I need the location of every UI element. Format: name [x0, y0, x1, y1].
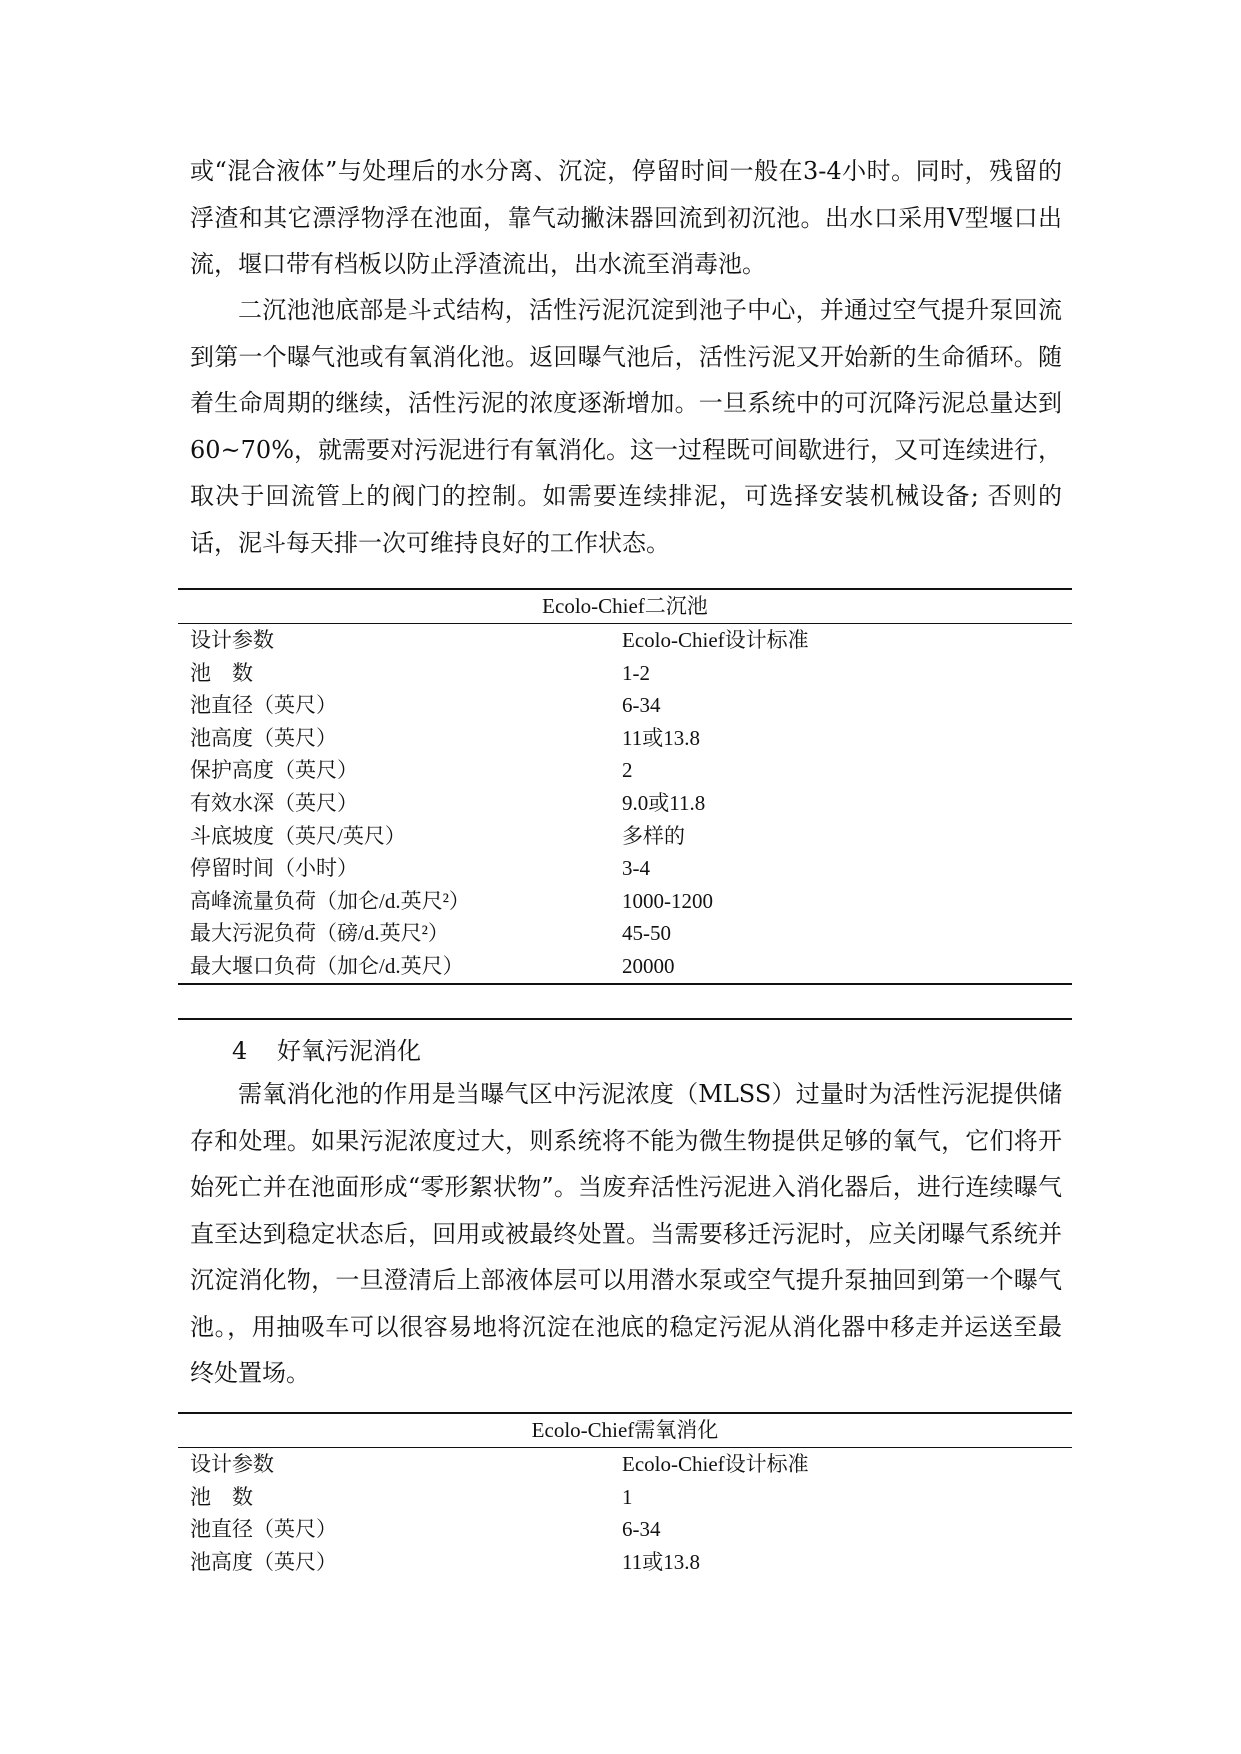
table-cell-value: 2	[622, 758, 633, 783]
table-cell-value: 20000	[622, 953, 675, 978]
table-row	[178, 657, 1072, 690]
paragraph-3: 需氧消化池的作用是当曝气区中污泥浓度（MLSS）过量时为活性污泥提供储存和处理。如果污泥浓度过大，则系统将不能为微生物提供足够的氧气，它们将开始死亡并在池面形成“零形絮状物”。当废弃活性污泥进入消化器后，进行连续曝气直至达到稳定状态后，回用或被最终处置。当需要移迁污泥时，应关闭曝气系统并沉淀消化物，一旦澄清后上部液体层可以用潜水泵或空气提升泵抽回到第一个曝气池。，用抽吸车可以很容易地将沉淀在池底的稳定污泥从消化器中移走并运送至最终处置场。	[190, 1080, 1062, 1387]
table-secondary-clarifier	[178, 588, 1072, 985]
table-cell-value: Ecolo-Chief设计标准	[622, 1452, 809, 1476]
table-row	[178, 754, 1072, 787]
table-row	[178, 1513, 1072, 1546]
section-heading	[232, 1031, 421, 1071]
table-cell-parameter: 最大堰口负荷（加仑/d.英尺）	[190, 953, 464, 978]
table-cell-parameter: 保护高度（英尺）	[190, 758, 358, 783]
table-cell-parameter: 有效水深（英尺）	[190, 790, 358, 815]
table-cell-parameter: 池 数	[190, 660, 253, 685]
table-cell-parameter: 池高度（英尺）	[190, 1549, 337, 1574]
table-cell-parameter: 设计参数	[190, 1452, 274, 1476]
table-cell-value: 11或13.8	[622, 725, 700, 750]
table-cell-parameter: 最大污泥负荷（磅/d.英尺²）	[190, 921, 449, 946]
table-cell-parameter: 斗底坡度（英尺/英尺）	[190, 823, 406, 848]
table-row	[178, 917, 1072, 950]
table-row	[178, 820, 1072, 853]
table-cell-parameter: 池直径（英尺）	[190, 1517, 337, 1542]
table-cell-parameter: 设计参数	[190, 628, 274, 652]
section-title: 好氧污泥消化	[277, 1037, 421, 1065]
table-row	[178, 787, 1072, 820]
section-number: 4	[232, 1037, 248, 1065]
table-cell-value: Ecolo-Chief设计标准	[622, 628, 809, 652]
table-title: Ecolo-Chief二沉池	[178, 590, 1072, 624]
table-cell-value: 9.0或11.8	[622, 790, 706, 815]
table-cell-parameter: 池直径（英尺）	[190, 693, 337, 718]
table-row	[178, 1448, 1072, 1481]
paragraph-1: 或“混合液体”与处理后的水分离、沉淀，停留时间一般在3-4小时。同时，残留的浮渣和其它漂浮物浮在池面，靠气动撇沫器回流到初沉池。出水口采用V型堰口出流，堰口带有档板以防止浮渣流出，出水流至消毒池。	[190, 157, 1062, 278]
table-body	[178, 1448, 1072, 1578]
table-body	[178, 624, 1072, 983]
table-cell-parameter: 停留时间（小时）	[190, 856, 358, 881]
table-row	[178, 852, 1072, 885]
table-cell-value: 3-4	[622, 856, 650, 881]
table-cell-value: 6-34	[622, 693, 661, 718]
table-row	[178, 1481, 1072, 1514]
table-cell-value: 11或13.8	[622, 1549, 700, 1574]
table-cell-value: 多样的	[622, 823, 685, 848]
table-row	[178, 950, 1072, 983]
table-cell-value: 6-34	[622, 1517, 661, 1542]
table-cell-value: 1000-1200	[622, 888, 713, 913]
table-cell-value: 45-50	[622, 921, 671, 946]
table-title: Ecolo-Chief需氧消化	[178, 1414, 1072, 1448]
table-cell-value: 1-2	[622, 660, 650, 685]
table-aerobic-digestion	[178, 1412, 1072, 1578]
paragraph-2: 二沉池池底部是斗式结构，活性污泥沉淀到池子中心，并通过空气提升泵回流到第一个曝气池或有氧消化池。返回曝气池后，活性污泥又开始新的生命循环。随着生命周期的继续，活性污泥的浓度逐渐增加。一旦系统中的可沉降污泥总量达到60~70%，就需要对污泥进行有氧消化。这一过程既可间歇进行，又可连续进行，取决于回流管上的阀门的控制。如需要连续排泥，可选择安装机械设备; 否则的话，泥斗每天排一次可维持良好的工作状态。	[190, 296, 1062, 557]
table-row	[178, 624, 1072, 657]
table-cell-value: 1	[622, 1484, 633, 1509]
table-cell-parameter: 池高度（英尺）	[190, 725, 337, 750]
table-cell-parameter: 高峰流量负荷（加仑/d.英尺²）	[190, 888, 470, 913]
table-row	[178, 885, 1072, 918]
section-rule	[178, 1018, 1072, 1020]
table-row	[178, 689, 1072, 722]
table-row	[178, 722, 1072, 755]
table-row	[178, 1546, 1072, 1579]
table-cell-parameter: 池 数	[190, 1484, 253, 1509]
